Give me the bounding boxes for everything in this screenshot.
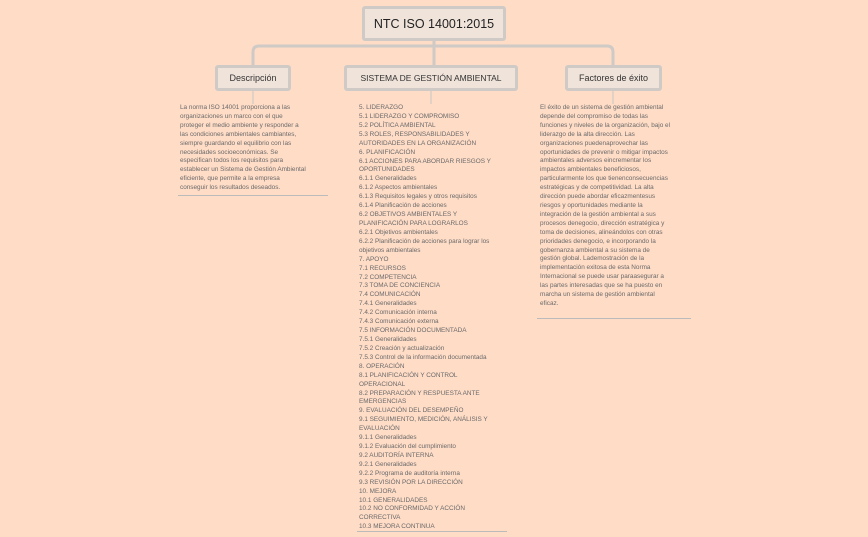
descripcion-line: proteger el medio ambiente y responder a: [180, 121, 299, 129]
sga-line: 10.3 MEJORA CONTINUA: [359, 523, 435, 531]
factores-line: gestión global. Lademostración de la: [540, 255, 645, 263]
sga-line: 6.2.1 Objetivos ambientales: [359, 228, 438, 236]
sga-line: 7.5 INFORMACIÓN DOCUMENTADA: [359, 327, 467, 335]
factores-line: impactos ambientales beneficiosos,: [540, 166, 641, 174]
sga-line: EVALUACIÓN: [359, 425, 400, 433]
sga-line: 6.1 ACCIONES PARA ABORDAR RIESGOS Y: [359, 157, 491, 165]
sga-line: 6.2.2 Planificación de acciones para lograr los: [359, 237, 490, 245]
sga-line: 9. EVALUACIÓN DEL DESEMPEÑO: [359, 407, 464, 415]
sga-line: 6.1.1 Generalidades: [359, 175, 417, 183]
descripcion-line: La norma ISO 14001 proporciona a las: [180, 104, 291, 111]
sga-line: 7.1 RECURSOS: [359, 264, 406, 272]
sga-line: 9.2.1 Generalidades: [359, 460, 417, 468]
sga-line: 6.1.2 Aspectos ambientales: [359, 184, 438, 192]
factores-line: ambientales adversos eincrementar los: [540, 157, 652, 165]
factores-line: Internacional se puede usar paraasegurar a: [540, 273, 664, 281]
root-node[interactable]: [362, 6, 506, 41]
factores-text: [540, 104, 670, 309]
sga-line: 7.4.2 Comunicación interna: [359, 309, 437, 317]
sga-line: 9.1.2 Evaluación del cumplimiento: [359, 443, 456, 451]
factores-line: toma de decisiones, alineándolos con otras: [540, 228, 663, 236]
sga-line: 9.3 REVISIÓN POR LA DIRECCIÓN: [359, 478, 463, 486]
sga-line: 5.2 POLÍTICA AMBIENTAL: [359, 121, 436, 129]
sga-node[interactable]: [344, 65, 518, 91]
factores-line: riesgos y oportunidades mediante la: [540, 201, 643, 209]
sga-divider: [357, 531, 507, 532]
root-title: NTC ISO 14001:2015: [373, 16, 495, 31]
sga-line: OPERACIONAL: [359, 380, 406, 388]
factores-line: eficaz.: [540, 299, 559, 307]
sga-line: OPORTUNIDADES: [359, 166, 415, 174]
factores-line: procesos denegocio, dirección estratégica y: [540, 219, 665, 227]
sga-line: 10. MEJORA: [359, 487, 397, 495]
descripcion-line: las condiciones ambientales cambiantes,: [180, 130, 297, 138]
sga-line: 5.1 LIDERAZGO Y COMPROMISO: [359, 112, 460, 120]
factores-line: depende del compromiso de todas las: [540, 112, 648, 120]
factores-line: implementación exitosa de esta Norma: [540, 264, 651, 272]
sga-title: SISTEMA DE GESTIÓN AMBIENTAL: [360, 73, 502, 83]
descripcion-line: eficiente, que permite a la empresa: [180, 175, 280, 183]
sga-line: 7.5.3 Control de la información documentada: [359, 353, 487, 361]
descripcion-line: necesidades socioeconómicas. Se: [180, 148, 279, 156]
sga-line: 6. PLANIFICACIÓN: [359, 148, 416, 156]
factores-divider: [537, 318, 691, 319]
sga-line: 6.1.4 Planificación de acciones: [359, 202, 447, 210]
sga-line: AUTORIDADES EN LA ORGANIZACIÓN: [359, 139, 477, 147]
factores-line: particularmente los que tienenconsecuencias: [540, 175, 668, 183]
factores-title: Factores de éxito: [578, 73, 649, 83]
sga-line: 7.3 TOMA DE CONCIENCIA: [359, 282, 441, 290]
sga-line: 5.3 ROLES, RESPONSABILIDADES Y: [359, 130, 470, 138]
factores-line: estratégicas y de competitividad. La alta: [540, 184, 654, 192]
factores-line: El éxito de un sistema de gestión ambiental: [540, 104, 664, 111]
sga-line: 7. APOYO: [359, 255, 389, 263]
sga-line: 10.2 NO CONFORMIDAD Y ACCIÓN: [359, 505, 465, 513]
descripcion-divider: [178, 195, 328, 196]
sga-line: 9.2.2 Programa de auditoría interna: [359, 469, 460, 477]
factores-line: integración de la gestión ambiental a sus: [540, 210, 656, 218]
sga-line: PLANIFICACIÓN PARA LOGRARLOS: [359, 219, 468, 227]
sga-text: [359, 104, 491, 532]
factores-line: organizaciones puedenaprovechar las: [540, 139, 649, 147]
sga-line: 10.1 GENERALIDADES: [359, 496, 428, 504]
sga-line: 5. LIDERAZGO: [359, 104, 404, 111]
factores-line: oportunidades de prevenir o mitigar impactos: [540, 148, 668, 156]
sga-line: 7.4.1 Generalidades: [359, 300, 417, 308]
sga-line: 7.5.1 Generalidades: [359, 335, 417, 343]
sga-line: 7.5.2 Creación y actualización: [359, 344, 445, 352]
descripcion-node[interactable]: [215, 65, 291, 91]
factores-line: liderazgo de la alta dirección. Las: [540, 130, 635, 138]
descripcion-title: Descripción: [229, 73, 277, 83]
sga-line: 7.4.3 Comunicación externa: [359, 318, 439, 326]
sga-line: 8. OPERACIÓN: [359, 362, 405, 370]
factores-line: funciones y niveles de la organización, bajo el: [540, 121, 671, 129]
descripcion-line: conseguir los resultados deseados.: [180, 184, 281, 192]
factores-line: gobernanza ambiental a su sistema de: [540, 246, 650, 254]
sga-line: 9.2 AUDITORÍA INTERNA: [359, 451, 434, 459]
sga-line: objetivos ambientales: [359, 246, 421, 254]
sga-line: 7.4 COMUNICACIÓN: [359, 291, 421, 299]
factores-line: las partes interesadas que se ha puesto en: [540, 282, 663, 290]
descripcion-text: [180, 104, 306, 193]
descripcion-line: organizaciones un marco con el que: [180, 112, 283, 120]
sga-line: CORRECTIVA: [359, 514, 401, 522]
sga-line: EMERGENCIAS: [359, 398, 407, 406]
sga-line: 9.1 SEGUIMIENTO, MEDICIÓN, ANÁLISIS Y: [359, 416, 488, 424]
sga-line: 6.1.3 Requisitos legales y otros requisitos: [359, 193, 477, 201]
descripcion-line: siempre guardando el equilibrio con las: [180, 139, 292, 147]
factores-line: dirección puede abordar eficazmentesus: [540, 193, 656, 201]
factores-node[interactable]: [565, 65, 662, 91]
sga-line: 8.2 PREPARACIÓN Y RESPUESTA ANTE: [359, 389, 480, 397]
sga-line: 6.2 OBJETIVOS AMBIENTALES Y: [359, 211, 458, 219]
factores-line: prioridades denegocio, e incorporando la: [540, 237, 656, 245]
descripcion-line: establecer un Sistema de Gestión Ambiental: [180, 166, 306, 174]
sga-line: 7.2 COMPETENCIA: [359, 273, 417, 281]
sga-line: 8.1 PLANIFICACIÓN Y CONTROL: [359, 371, 458, 379]
descripcion-line: especifican todos los requisitos para: [180, 157, 284, 165]
sga-line: 9.1.1 Generalidades: [359, 434, 417, 442]
factores-line: marcha un sistema de gestión ambiental: [540, 291, 655, 299]
